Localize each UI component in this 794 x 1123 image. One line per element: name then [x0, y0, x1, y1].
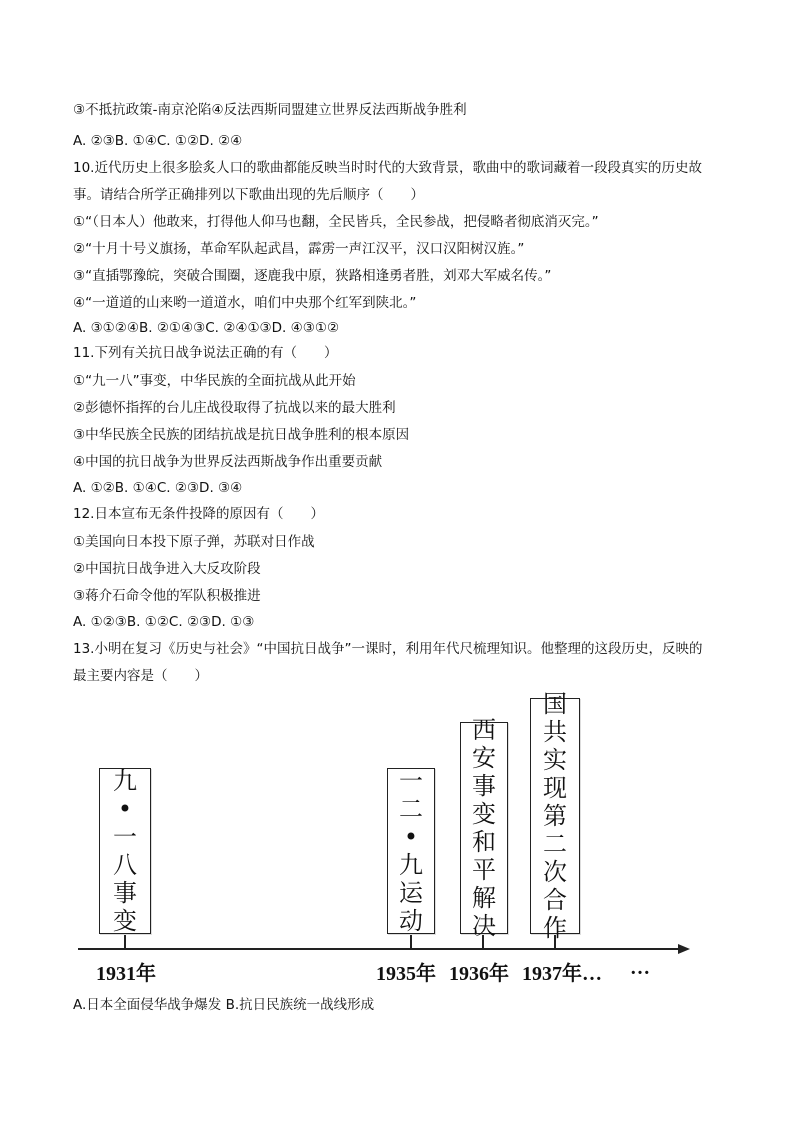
event-char: • [117, 795, 133, 823]
event-char: 二 [399, 795, 423, 823]
q13-answer-options: A.日本全面侵华战争爆发 B.抗日民族统一战线形成 [73, 997, 375, 1013]
event-char: 运 [399, 879, 423, 907]
q10-item-4: ④“一道道的山来哟一道道水，咱们中央那个红军到陕北。” [73, 295, 417, 311]
q10-stem-line2: 事。请结合所学正确排列以下歌曲出现的先后顺序（ ） [73, 187, 424, 203]
q11-stem: 11.下列有关抗日战争说法正确的有（ ） [73, 345, 338, 361]
q13-stem-line2: 最主要内容是（ ） [73, 668, 208, 684]
event-char: 一 [113, 823, 137, 851]
event-char: 解 [472, 884, 496, 912]
timeline-arrowhead-icon [678, 944, 690, 954]
event-box-second-cooperation [530, 690, 580, 942]
year-label-1931: 1931年 [96, 963, 156, 985]
year-label-1935: 1935年 [376, 963, 436, 985]
event-char: 西 [472, 716, 496, 744]
event-char: 国 [543, 690, 567, 718]
event-char: 八 [113, 851, 137, 879]
event-char: 九 [113, 767, 137, 795]
q11-item-4: ④中国的抗日战争为世界反法西斯战争作出重要贡献 [73, 454, 383, 470]
event-char: 实 [543, 746, 567, 774]
event-char: 第 [543, 802, 567, 830]
event-char: • [403, 823, 419, 851]
event-char: 变 [113, 907, 137, 935]
event-box-xian-incident [460, 716, 508, 940]
event-char: 共 [543, 718, 567, 746]
event-box-918-incident [99, 768, 151, 934]
q11-item-1: ①“九一八”事变，中华民族的全面抗战从此开始 [73, 373, 356, 389]
event-char: 现 [543, 774, 567, 802]
year-label-1936: 1936年 [449, 963, 509, 985]
q12-item-2: ②中国抗日战争进入大反攻阶段 [73, 561, 261, 577]
event-char: 决 [472, 912, 496, 940]
q11-item-3: ③中华民族全民族的团结抗战是抗日战争胜利的根本原因 [73, 427, 410, 443]
event-char: 一 [399, 767, 423, 795]
q12-item-3: ③蒋介石命令他的军队积极推进 [73, 588, 261, 604]
event-char: 九 [399, 851, 423, 879]
event-char: 安 [472, 744, 496, 772]
event-char: 平 [472, 856, 496, 884]
q10-stem-line1: 10.近代历史上很多脍炙人口的歌曲都能反映当时时代的大致背景，歌曲中的歌词藏着一段段真实的历史故 [73, 160, 702, 176]
text-line-option-3-4: ③不抵抗政策-南京沦陷④反法西斯同盟建立世界反法西斯战争胜利 [73, 102, 467, 118]
year-label-ellipsis: … [630, 957, 650, 979]
year-label-1937: 1937年… [522, 963, 602, 985]
event-char: 事 [113, 879, 137, 907]
event-char: 合 [543, 886, 567, 914]
event-char: 和 [472, 828, 496, 856]
q10-item-1: ①“（日本人）他敢来，打得他人仰马也翻，全民皆兵，全民参战，把侵略者彻底消灭完。” [73, 214, 599, 230]
q10-item-3: ③“直插鄂豫皖，突破合围圈，逐鹿我中原，狭路相逢勇者胜，刘邓大军威名传。” [73, 268, 552, 284]
q11-item-2: ②彭德怀指挥的台儿庄战役取得了抗战以来的最大胜利 [73, 400, 396, 416]
q13-stem-line1: 13.小明在复习《历史与社会》“中国抗日战争”一课时，利用年代尺梳理知识。他整理的这段历史，反映的 [73, 641, 703, 657]
event-char: 二 [543, 830, 567, 858]
event-char: 事 [472, 772, 496, 800]
event-char: 作 [543, 914, 567, 942]
q12-answer-options: A. ①②③B. ①②C. ②③D. ①③ [73, 614, 255, 630]
event-char: 动 [399, 907, 423, 935]
q12-stem: 12.日本宣布无条件投降的原因有（ ） [73, 506, 324, 522]
q10-answer-options: A. ③①②④B. ②①④③C. ②④①③D. ④③①② [73, 320, 340, 336]
event-box-129-movement [387, 768, 435, 934]
event-char: 变 [472, 800, 496, 828]
q11-answer-options: A. ①②B. ①④C. ②③D. ③④ [73, 480, 243, 496]
q12-item-1: ①美国向日本投下原子弹，苏联对日作战 [73, 534, 315, 550]
event-char: 次 [543, 858, 567, 886]
q9-answer-options: A. ②③B. ①④C. ①②D. ②④ [73, 133, 243, 149]
q10-item-2: ②“十月十号义旗扬，革命军队起武昌，霹雳一声江汉平，汉口汉阳树汉旌。” [73, 241, 525, 257]
